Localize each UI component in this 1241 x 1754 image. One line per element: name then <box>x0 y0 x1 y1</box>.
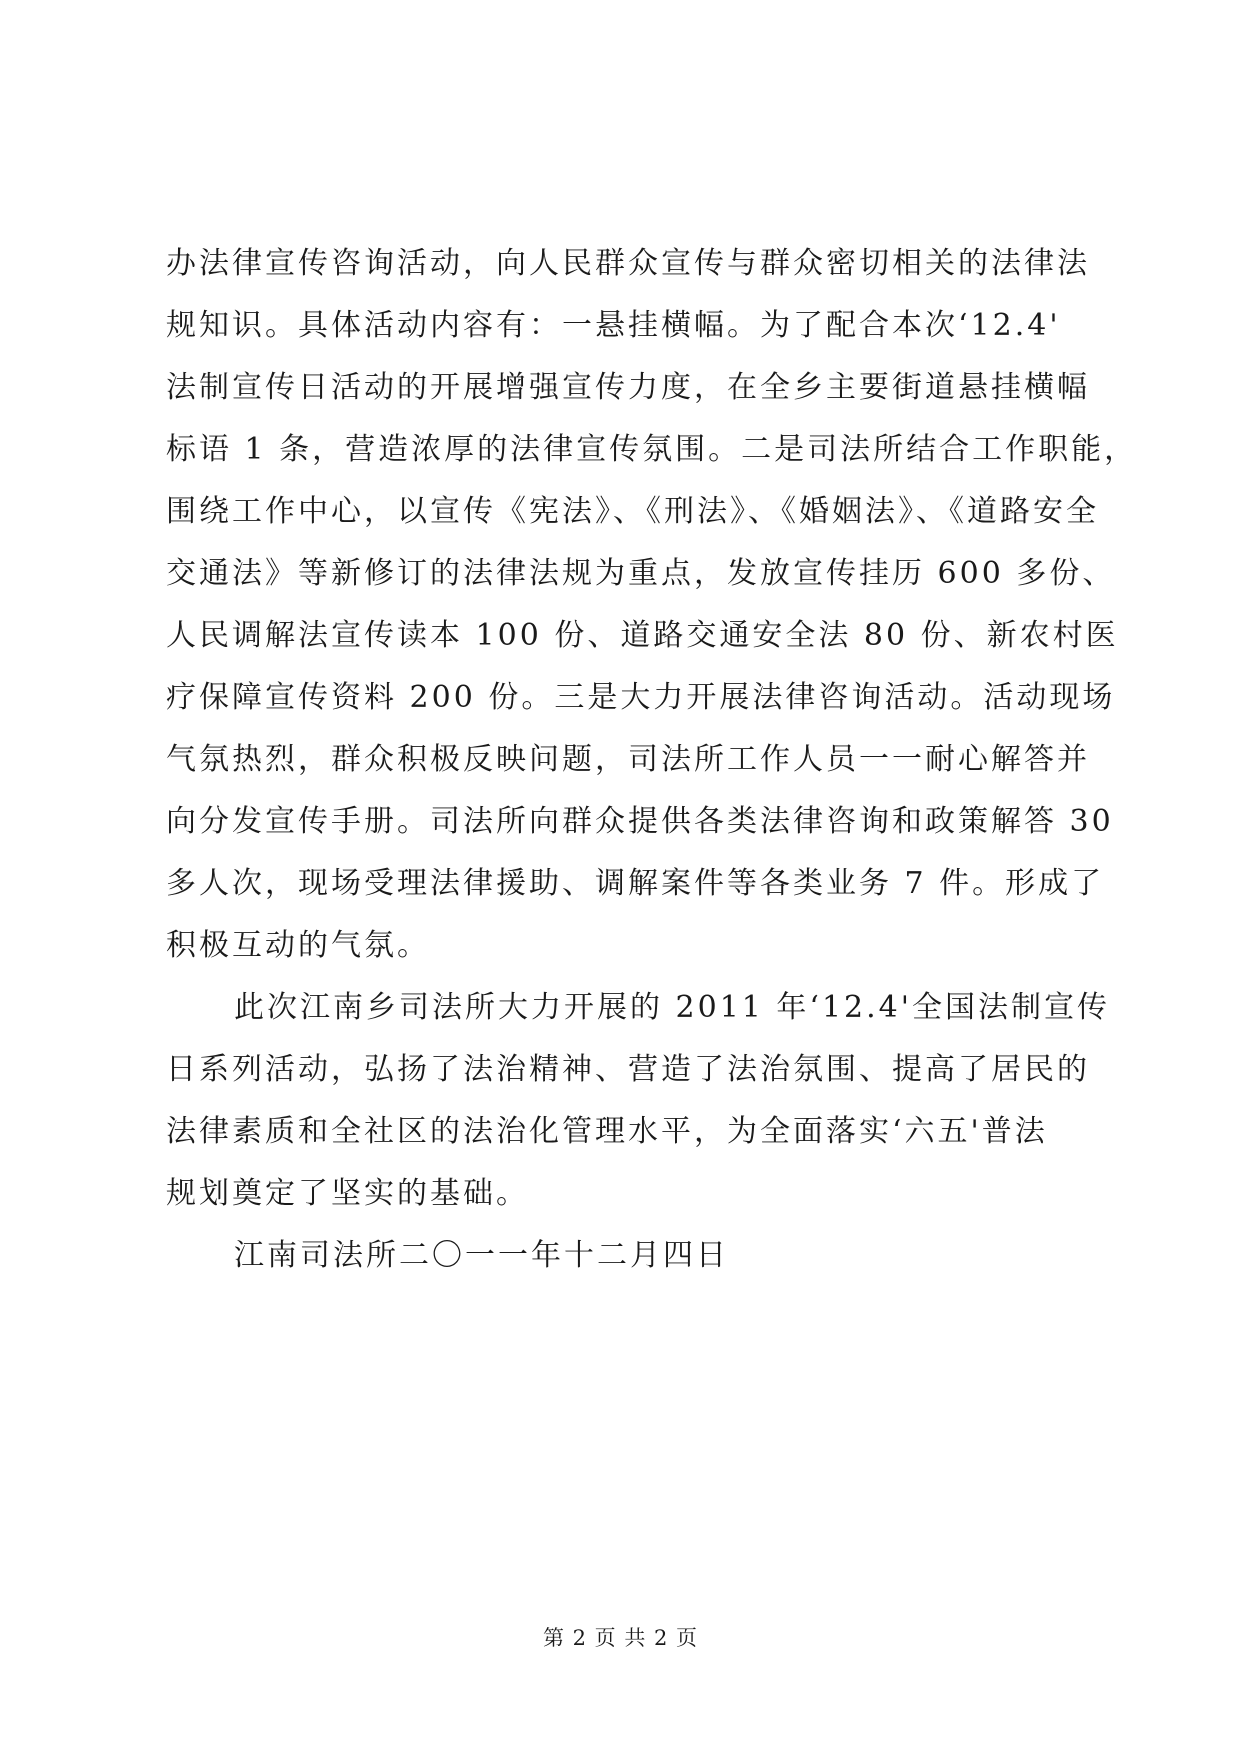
text-line: 规划奠定了坚实的基础。 <box>166 1176 529 1211</box>
text-line: 标语 1 条，营造浓厚的法律宣传氛围。二是司法所结合工作职能， <box>166 432 1138 467</box>
text-line: 交通法》等新修订的法律法规为重点，发放宣传挂历 600 多份、 <box>166 556 1116 591</box>
text-line: 法制宣传日活动的开展增强宣传力度，在全乡主要街道悬挂横幅 <box>166 370 1090 405</box>
text-line: 气氛热烈，群众积极反映问题，司法所工作人员一一耐心解答并 <box>166 742 1090 777</box>
text-line: 围绕工作中心，以宣传《宪法》、《刑法》、《婚姻法》、《道路安全 <box>166 494 1099 529</box>
paragraph <box>166 977 1110 1225</box>
page-number-footer: 第 2 页 共 2 页 <box>542 1626 699 1650</box>
text-line: 此次江南乡司法所大力开展的 2011 年‘12.4'全国法制宣传 <box>234 990 1110 1025</box>
text-line: 多人次，现场受理法律援助、调解案件等各类业务 7 件。形成了 <box>166 866 1105 901</box>
text-line: 疗保障宣传资料 200 份。三是大力开展法律咨询活动。活动现场 <box>166 680 1116 715</box>
signature-date-line: 江南司法所二〇一一年十二月四日 <box>234 1238 729 1273</box>
text-line: 日系列活动，弘扬了法治精神、营造了法治氛围、提高了居民的 <box>166 1052 1090 1087</box>
text-line: 办法律宣传咨询活动，向人民群众宣传与群众密切相关的法律法 <box>166 246 1090 281</box>
signature-paragraph <box>166 1225 1076 1287</box>
paragraph <box>166 233 1138 977</box>
text-line: 向分发宣传手册。司法所向群众提供各类法律咨询和政策解答 30 <box>166 804 1114 839</box>
document-body <box>166 233 1138 1287</box>
text-line: 法律素质和全社区的法治化管理水平，为全面落实‘六五'普法 <box>166 1114 1048 1149</box>
text-line: 积极互动的气氛。 <box>166 928 430 963</box>
text-line: 规知识。具体活动内容有：一悬挂横幅。为了配合本次‘12.4' <box>166 308 1061 343</box>
text-line: 人民调解法宣传读本 100 份、道路交通安全法 80 份、新农村医 <box>166 618 1119 653</box>
